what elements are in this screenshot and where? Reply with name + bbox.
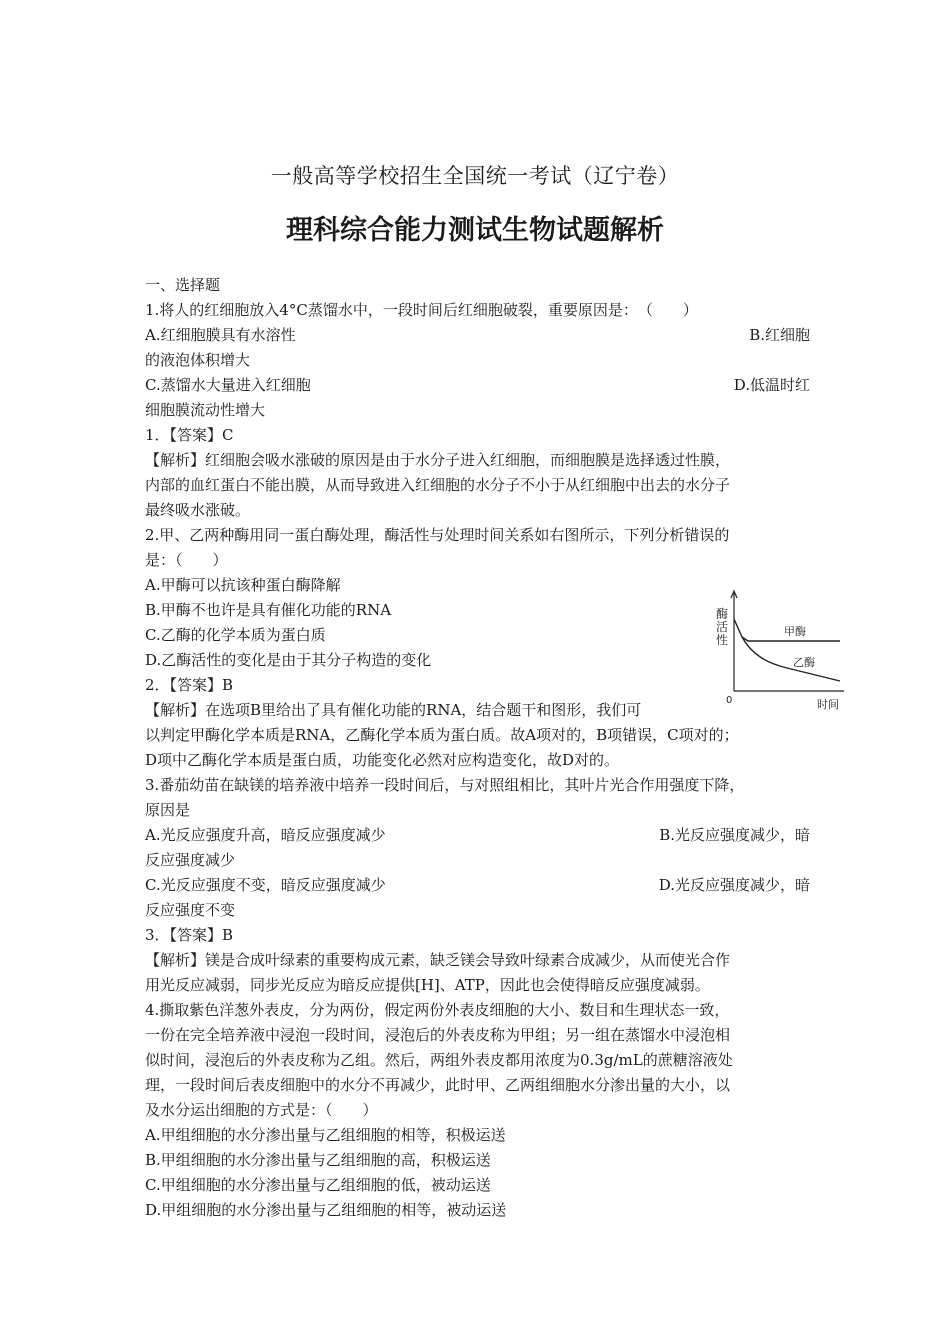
q2-explain-line: 【解析】在选项B里给出了具有催化功能的RNA，结合题干和图形，我们可 (145, 701, 642, 719)
series-b-curve (742, 637, 840, 681)
y-axis-label-char: 性 (716, 633, 729, 647)
q2-option-d: D.乙酶活性的变化是由于其分子构造的变化 (145, 651, 432, 669)
q2-answer: 2．【答案】B (145, 676, 234, 694)
q2-explain-line: 以判定甲酶化学本质是RNA，乙酶化学本质为蛋白质。故A项对的，B项错误，C项对的； (145, 726, 739, 744)
q4-stem-line: 及水分运出细胞的方式是：（ ） (145, 1101, 378, 1119)
q4-option-c: C.甲组细胞的水分渗出量与乙组细胞的低，被动运送 (145, 1176, 491, 1194)
q2-option-a: A.甲酶可以抗该种蛋白酶降解 (145, 576, 341, 594)
q1-option-b-continued: 的液泡体积增大 (145, 351, 251, 369)
q3-explain-line: 用光反应减弱，同步光反应为暗反应提供[H]、ATP，因此也会使得暗反应强度减弱。 (145, 976, 710, 994)
q4-option-b: B.甲组细胞的水分渗出量与乙组细胞的高，积极运送 (145, 1151, 491, 1169)
q4-option-d: D.甲组细胞的水分渗出量与乙组细胞的相等，被动运送 (145, 1201, 507, 1219)
section-heading: 一、选择题 (145, 276, 221, 294)
q4-stem-line: 理，一段时间后表皮细胞中的水分不再减少，此时甲、乙两组细胞水分渗出量的大小，以 (145, 1076, 731, 1094)
document-body (145, 273, 810, 1223)
q3-option-b-continued: 反应强度减少 (145, 851, 236, 869)
document-subtitle: 理科综合能力测试生物试题解析 (286, 215, 664, 246)
q3-option-a: A.光反应强度升高，暗反应强度减少 (145, 826, 386, 844)
q1-option-d: D.低温时红 (733, 376, 810, 394)
q3-options-row-2 (145, 873, 810, 898)
q1-options-row-2 (145, 373, 810, 398)
q2-stem-line: 2.甲、乙两种酶用同一蛋白酶处理，酶活性与处理时间关系如右图所示，下列分析错误的 (145, 526, 730, 544)
x-axis-label: 时间 (817, 698, 839, 711)
q2-explain-line: D项中乙酶化学本质是蛋白质，功能变化必然对应构造变化，故D对的。 (145, 751, 620, 769)
q3-options-row-1 (145, 823, 810, 848)
q1-option-a: A.红细胞膜具有水溶性 (145, 326, 296, 344)
q4-stem-line: 一份在完全培养液中浸泡一段时间，浸泡后的外表皮称为甲组；另一组在蒸馏水中浸泡相 (145, 1026, 731, 1044)
q2-stem-line: 是：（ ） (145, 551, 228, 569)
q1-option-b: B.红细胞 (749, 326, 810, 344)
enzyme-activity-figure (712, 585, 852, 715)
q3-answer: 3．【答案】B (145, 926, 234, 944)
q3-stem-line: 3.番茄幼苗在缺镁的培养液中培养一段时间后，与对照组相比，其叶片光合作用强度下降， (145, 776, 745, 794)
q1-option-c: C.蒸馏水大量进入红细胞 (145, 376, 311, 394)
q4-stem-line: 4.撕取紫色洋葱外表皮，分为两份，假定两份外表皮细胞的大小、数目和生理状态一致， (145, 1001, 730, 1019)
q3-option-b: B.光反应强度减少，暗 (659, 826, 810, 844)
q3-explain-line: 【解析】镁是合成叶绿素的重要构成元素，缺乏镁会导致叶绿素合成减少，从而使光合作 (145, 951, 731, 969)
q3-option-d: D.光反应强度减少，暗 (658, 876, 810, 894)
q3-stem-line: 原因是 (145, 801, 191, 819)
q1-answer: 1．【答案】C (145, 426, 234, 444)
y-axis-label-char: 活 (716, 620, 729, 634)
q1-explain-line: 【解析】红细胞会吸水涨破的原因是由于水分子进入红细胞，而细胞膜是选择透过性膜， (145, 451, 731, 469)
q1-stem: 1.将人的红细胞放入4°C蒸馏水中，一段时间后红细胞破裂，重要原因是： （ ） (145, 301, 698, 319)
q3-option-c: C.光反应强度不变，暗反应强度减少 (145, 876, 386, 894)
q1-explain-line: 内部的血红蛋白不能出膜，从而导致进入红细胞的水分子不小于从红细胞中出去的水分子 (145, 476, 731, 494)
series-a-label: 甲酶 (784, 625, 806, 638)
q4-stem-line: 似时间，浸泡后的外表皮称为乙组。然后，两组外表皮都用浓度为0.3g/mL的蔗糖溶液处 (145, 1051, 733, 1069)
q1-explain-line: 最终吸水涨破。 (145, 501, 251, 519)
q2-option-b: B.甲酶不也许是具有催化功能的RNA (145, 601, 392, 619)
series-b-label: 乙酶 (793, 656, 815, 669)
y-axis-label-char: 酶 (716, 607, 729, 621)
q3-option-d-continued: 反应强度不变 (145, 901, 236, 919)
q1-option-d-continued: 细胞膜流动性增大 (145, 401, 266, 419)
q2-option-c: C.乙酶的化学本质为蛋白质 (145, 626, 326, 644)
document-title: 一般高等学校招生全国统一考试（辽宁卷） (270, 164, 680, 188)
origin-label: 0 (726, 695, 733, 706)
q1-options-row-1 (145, 323, 810, 348)
q4-option-a: A.甲组细胞的水分渗出量与乙组细胞的相等，积极运送 (145, 1126, 506, 1144)
